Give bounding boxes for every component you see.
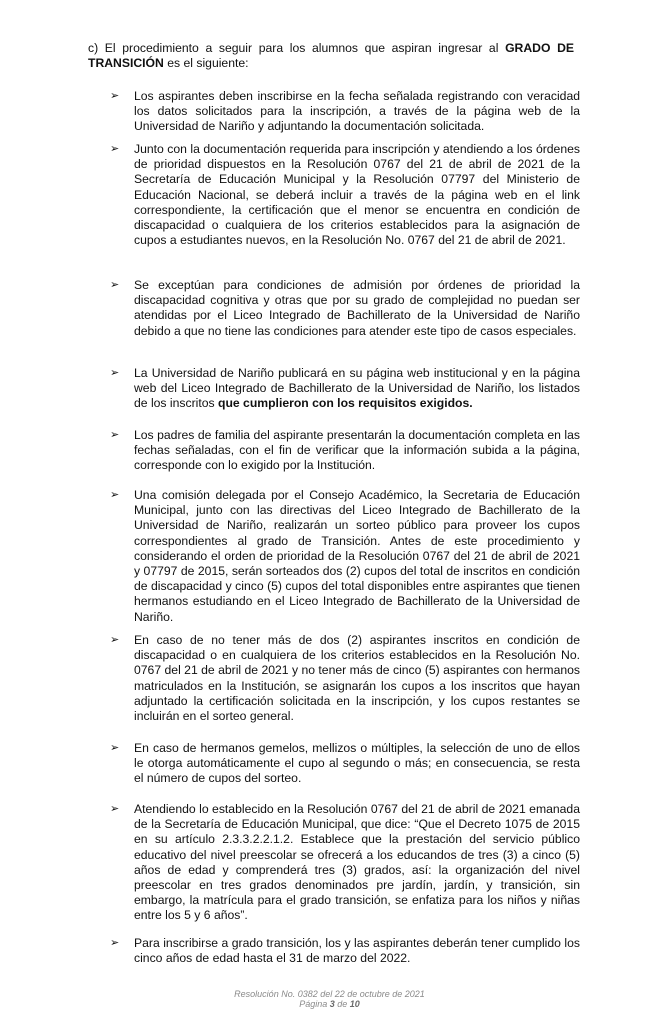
intro-prefix: c) El procedimiento a seguir para los alumnos que aspiran ingresar al	[88, 41, 506, 55]
list-item-text: Atendiendo lo establecido en la Resolución 0767 del 21 de abril de 2021 emanada de la Secretaría de Educación Municipal, que dice: “Que el Decreto 1075 de 2015 en su artículo 2.3.3.2.2.1.2. Establece que la prestación del servicio público educativo del nivel preescolar se ofrecerá a los educandos de tres (3) a cinco (5) años de edad y comprenderá tres (3) grados, así: la organización del nivel preescolar en tres grados denominados pre jardín, jardín, y transición, sin embargo, la matrícula para el grado transición, se enfatiza para los niños y niñas entre los 5 y 6 años”.	[134, 802, 580, 923]
list-item-text: En caso de no tener más de dos (2) aspirantes inscritos en condición de discapacidad o en cualquiera de los criterios establecidos en la Resolución No. 0767 del 21 de abril de 2021 y no tener más de cinco (5) aspirantes con hermanos matriculados en la Institución, se asignarán los cupos a los inscritos que hayan adjuntado la certificación solicitada en la inscripción, y los cupos restantes se incluirán en el sorteo general.	[134, 633, 580, 724]
list-item-text: Para inscribirse a grado transición, los y las aspirantes deberán tener cumplido los cinco años de edad hasta el 31 de marzo del 2022.	[134, 936, 580, 966]
list-item	[118, 428, 580, 474]
arrow-bullet-icon: ➢	[110, 633, 120, 646]
arrow-bullet-icon: ➢	[110, 278, 120, 291]
list-item-text: Los aspirantes deben inscribirse en la fecha señalada registrando con veracidad los datos solicitados para la inscripción, a través de la página web de la Universidad de Nariño y adjuntando la documentación solicitada.	[134, 89, 580, 134]
arrow-bullet-icon: ➢	[110, 802, 120, 815]
footer-resolution: Resolución No. 0382 del 22 de octubre de 2021	[234, 989, 425, 999]
list-item-text: Junto con la documentación requerida para inscripción y atendiendo a los órdenes de prioridad dispuestos en la Resolución 0767 del 21 de abril de 2021 de la Secretaría de Educación Municipal y la Resolución 07797 del Ministerio de Educación Nacional, se deberá incluir a través de la página web en el link correspondiente, la certificación que el menor se encuentra en condición de discapacidad o cualquiera de los criterios establecidos para la asignación de cupos a estudiantes nuevos, en la Resolución No. 0767 del 21 de abril de 2021.	[134, 142, 580, 248]
list-item	[118, 366, 580, 412]
intro-suffix: es el siguiente:	[163, 56, 249, 71]
list-item-text: Los padres de familia del aspirante presentarán la documentación completa en las fechas señaladas, con el fin de verificar que la información subida a la página, corresponde con lo exigido por la Institución.	[134, 428, 580, 473]
list-item	[118, 741, 580, 787]
arrow-bullet-icon: ➢	[110, 142, 120, 155]
list-item-text: La Universidad de Nariño publicará en su página web institucional y en la página web del Liceo Integrado de Bachillerato de la Universidad de Nariño, los listados de los inscritos	[134, 366, 580, 411]
intro-paragraph	[88, 41, 574, 71]
arrow-bullet-icon: ➢	[110, 936, 120, 949]
list-item	[118, 633, 580, 724]
list-item-text: Una comisión delegada por el Consejo Académico, la Secretaria de Educación Municipal, junto con las directivas del Liceo Integrado de Bachillerato de la Universidad de Nariño, realizarán un sorteo público para proveer los cupos correspondientes al grado de Transición. Antes de este procedimiento y considerando el orden de prioridad de la Resolución 0767 del 21 de abril de 2021 y 07797 de 2015, serán sorteados dos (2) cupos del total de inscritos en condición de discapacidad y cinco (5) cupos del total disponibles entre aspirantes que tienen hermanos estudiando en el Liceo Integrado de Bachillerato de la Universidad de Nariño.	[134, 488, 580, 624]
list-item-text: En caso de hermanos gemelos, mellizos o múltiples, la selección de uno de ellos le otorga automáticamente el cupo al segundo o más; en consecuencia, se resta el número de cupos del sorteo.	[134, 741, 580, 786]
list-item	[118, 278, 580, 339]
list-item	[118, 142, 580, 248]
list-item	[118, 89, 580, 135]
arrow-bullet-icon: ➢	[110, 366, 120, 379]
footer-page-number: Página 3 de 10	[299, 999, 360, 1009]
list-item	[118, 488, 580, 625]
list-item	[118, 936, 580, 966]
intro-bold: GRADO DE TRANSICIÓN	[88, 41, 574, 71]
list-item	[118, 802, 580, 924]
list-item-bold: que cumplieron con los requisitos exigidos.	[218, 396, 473, 411]
arrow-bullet-icon: ➢	[110, 741, 120, 754]
arrow-bullet-icon: ➢	[110, 89, 120, 102]
arrow-bullet-icon: ➢	[110, 488, 120, 501]
arrow-bullet-icon: ➢	[110, 428, 120, 441]
list-item-text: Se exceptúan para condiciones de admisión por órdenes de prioridad la discapacidad cognitiva y otras que por su grado de complejidad no puedan ser atendidas por el Liceo Integrado de Bachillerato de la Universidad de Nariño debido a que no tiene las condiciones para atender este tipo de casos especiales.	[134, 278, 580, 338]
